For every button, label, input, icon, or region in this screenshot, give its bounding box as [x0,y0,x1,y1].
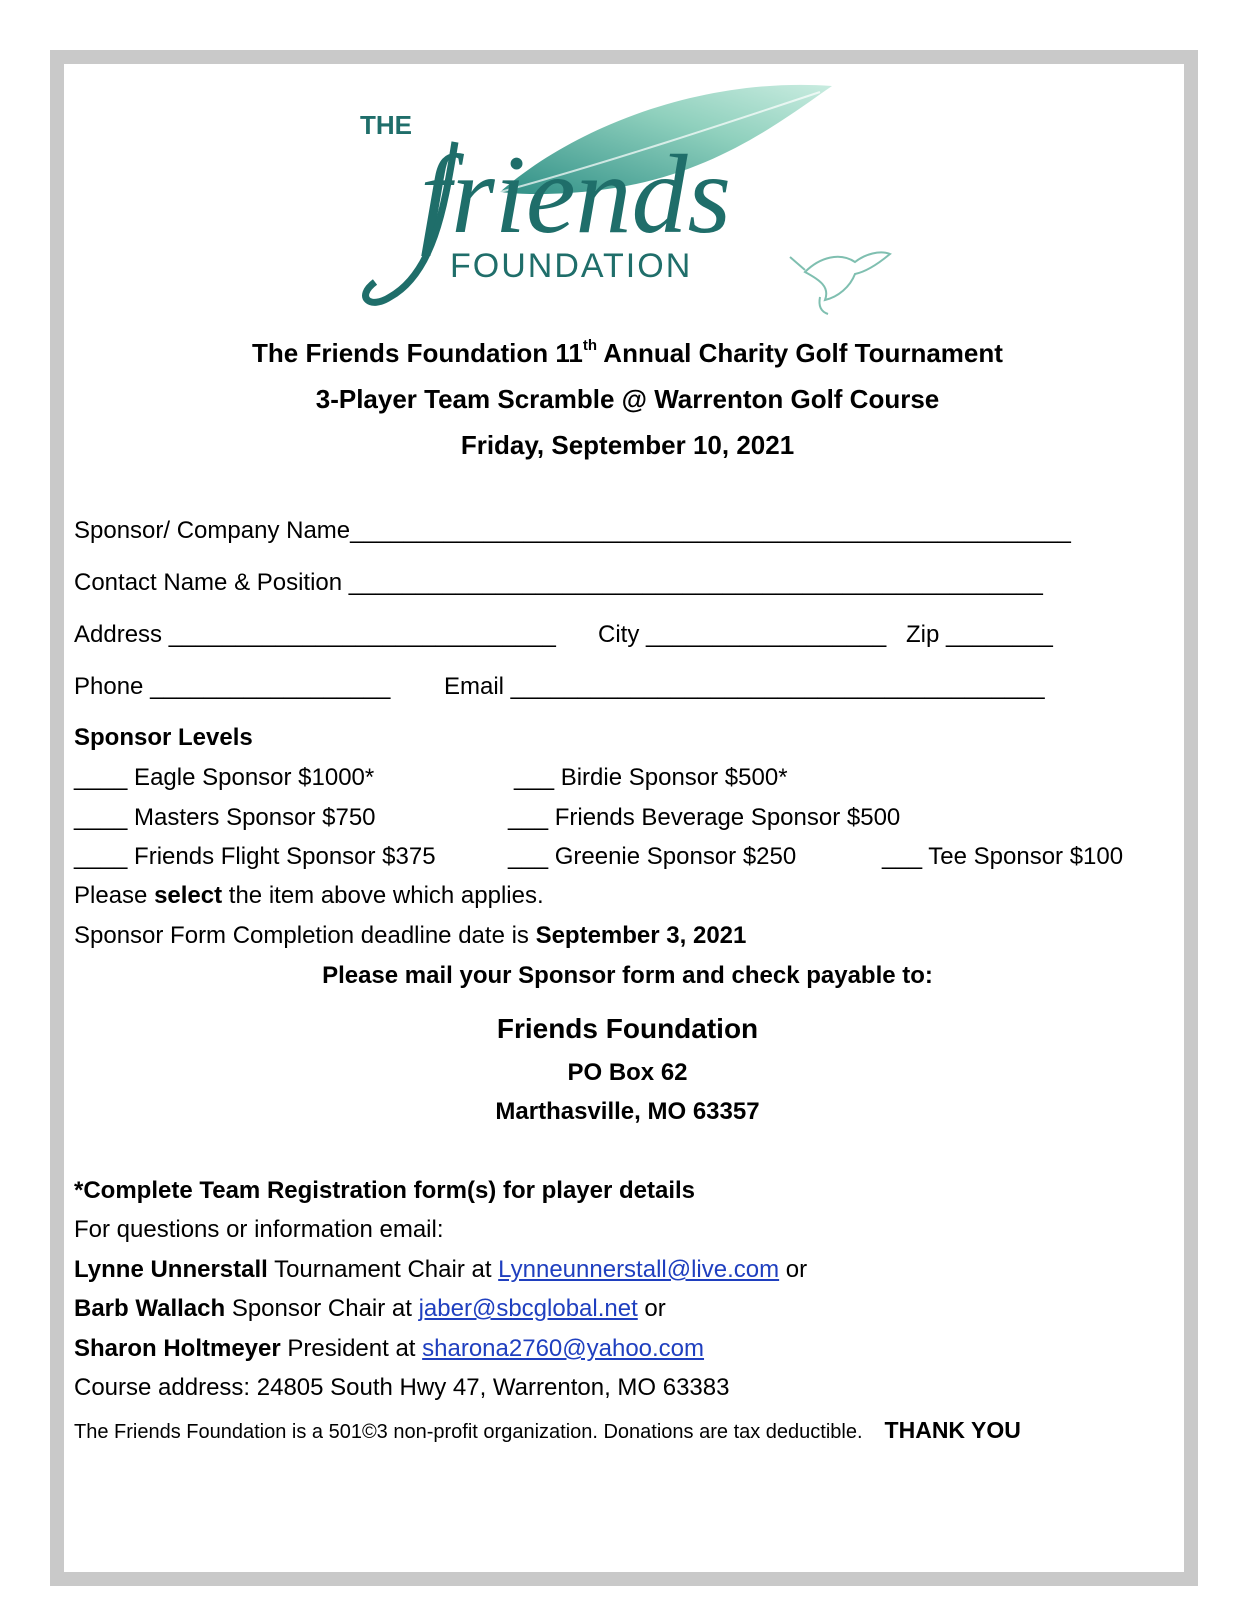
level-beverage[interactable]: ___ Friends Beverage Sponsor $500 [508,804,901,831]
logo-friends: friends [420,133,732,257]
level-greenie[interactable]: ___ Greenie Sponsor $250 [508,843,797,870]
level-flight[interactable]: ____ Friends Flight Sponsor $375 [74,843,436,870]
dove-icon [790,252,890,314]
mailing-city: Marthasville, MO 63357 [495,1098,760,1125]
level-tee[interactable]: ___ Tee Sponsor $100 [882,843,1124,870]
registration-note: *Complete Team Registration form(s) for player details [74,1177,696,1204]
contact-field[interactable]: Contact Name & Position ____________________________________________________ [74,569,1043,596]
sharon-email-link[interactable]: sharona2760@yahoo.com [422,1335,705,1362]
questions-note: For questions or information email: [74,1216,444,1243]
contact-sharon: Sharon Holtmeyer President at sharona2760@yahoo.com [74,1335,705,1362]
event-date: Friday, September 10, 2021 [460,430,795,460]
level-eagle[interactable]: ____ Eagle Sponsor $1000* [74,764,375,791]
mail-instruction: Please mail your Sponsor form and check payable to: [322,962,933,989]
mailing-org: Friends Foundation [496,1013,759,1044]
lynne-email-link[interactable]: Lynneunnerstall@live.com [498,1256,780,1283]
city-field[interactable]: City __________________ [598,621,887,648]
phone-field[interactable]: Phone __________________ [74,673,391,700]
logo-foundation: FOUNDATION [450,247,693,285]
level-masters[interactable]: ____ Masters Sponsor $750 [74,804,376,831]
address-field[interactable]: Address _____________________________ [74,621,556,648]
deadline-note: Sponsor Form Completion deadline date is September 3, 2021 [74,922,747,949]
contact-barb: Barb Wallach Sponsor Chair at jaber@sbcglobal.net or [74,1295,666,1322]
zip-field[interactable]: Zip ________ [906,621,1053,648]
course-address: Course address: 24805 South Hwy 47, Warrenton, MO 63383 [74,1374,730,1401]
level-birdie[interactable]: ___ Birdie Sponsor $500* [514,764,788,791]
mailing-box: PO Box 62 [567,1059,688,1086]
contact-lynne: Lynne Unnerstall Tournament Chair at Lynneunnerstall@live.com or [74,1256,808,1283]
friends-foundation-logo [350,82,910,332]
barb-email-link[interactable]: jaber@sbcglobal.net [418,1295,638,1322]
event-subtitle: 3-Player Team Scramble @ Warrenton Golf Course [315,384,940,414]
sponsor-levels-heading: Sponsor Levels [74,724,253,751]
logo-the: THE [360,110,412,140]
sponsor-name-field[interactable]: Sponsor/ Company Name______________________________________________________ [74,517,1071,544]
event-title: The Friends Foundation 11th Annual Charity Golf Tournament [252,337,1003,368]
thank-you: THANK YOU [884,1417,1021,1443]
email-field[interactable]: Email ________________________________________ [444,673,1045,700]
select-instruction: Please select the item above which applies. [74,882,544,909]
nonprofit-note: The Friends Foundation is a 501©3 non-profit organization. Donations are tax deductible. THANK YOU [74,1417,1021,1443]
